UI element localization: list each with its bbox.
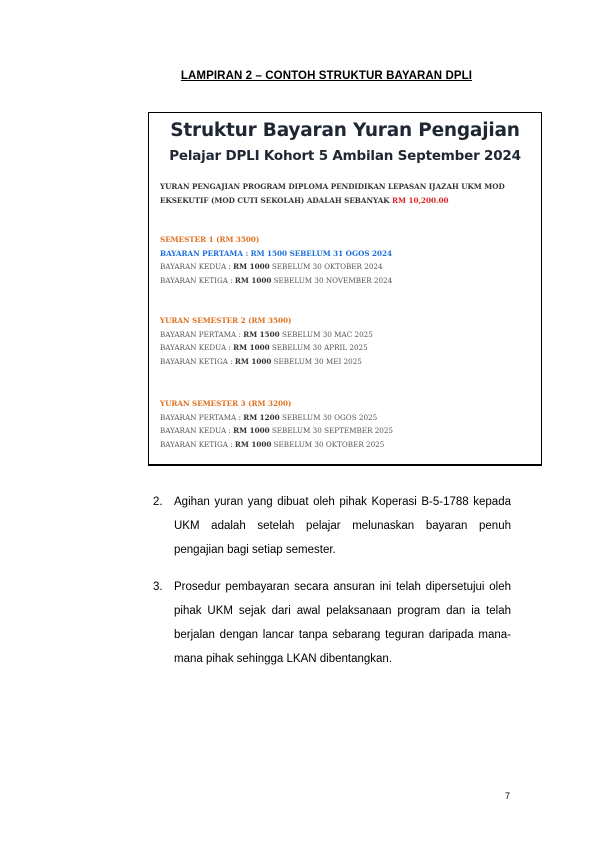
payment-line: BAYARAN KEDUA : RM 1000 SEBELUM 30 APRIL 2025: [160, 343, 368, 352]
paragraph-2: [153, 490, 511, 562]
intro-text: YURAN PENGAJIAN PROGRAM DIPLOMA PENDIDIKAN LEPASAN IJAZAH UKM MOD EKSEKUTIF (MOD CUTI SEKOLAH) ADALAH SEBANYAK: [160, 182, 505, 205]
payment-line: BAYARAN PERTAMA : RM 1500 SEBELUM 30 MAC 2025: [160, 329, 373, 339]
page-number: 7: [505, 791, 511, 801]
payment-line: BAYARAN KETIGA : RM 1000 SEBELUM 30 NOVEMBER 2024: [160, 275, 393, 285]
figure-intro: [160, 180, 529, 208]
semester-block: [160, 397, 533, 451]
semester-heading: YURAN SEMESTER 3 (RM 3200): [160, 399, 292, 408]
payment-line: BAYARAN PERTAMA : RM 1200 SEBELUM 30 OGOS 2025: [160, 412, 378, 422]
figure-subtitle: Pelajar DPLI Kohort 5 Ambilan September 2024: [169, 148, 521, 164]
paragraph-3: [153, 575, 511, 671]
payment-line: BAYARAN KETIGA : RM 1000 SEBELUM 30 OKTOBER 2025: [160, 439, 385, 449]
semester-heading: SEMESTER 1 (RM 3500): [160, 235, 260, 244]
page-heading: LAMPIRAN 2 – CONTOH STRUKTUR BAYARAN DPLI: [180, 70, 473, 82]
payment-line: BAYARAN PERTAMA : RM 1500 SEBELUM 31 OGOS 2024: [160, 248, 393, 258]
payment-line: BAYARAN KEDUA : RM 1000 SEBELUM 30 SEPTEMBER 2025: [160, 426, 393, 435]
payment-line: BAYARAN KETIGA : RM 1000 SEBELUM 30 MEI 2025: [160, 356, 362, 366]
paragraph-text: Prosedur pembayaran secara ansuran ini telah dipersetujui oleh pihak UKM sejak dari awal pelaksanaan program dan ia telah berjalan dengan lancar tanpa sebarang teguran daripada mana-mana pihak sehingga LKAN dibentangkan.: [174, 581, 511, 665]
paragraph-number: 3.: [153, 581, 163, 593]
semester-block: [160, 314, 533, 368]
semester-heading: YURAN SEMESTER 2 (RM 3500): [160, 316, 292, 325]
fee-structure-figure: [148, 112, 542, 466]
intro-amount: RM 10,200.00: [392, 196, 449, 205]
payment-line: BAYARAN KEDUA : RM 1000 SEBELUM 30 OKTOBER 2024: [160, 262, 383, 271]
paragraph-number: 2.: [153, 496, 163, 508]
semester-block: [160, 233, 533, 287]
figure-title: Struktur Bayaran Yuran Pengajian: [170, 120, 520, 141]
paragraph-text: Agihan yuran yang dibuat oleh pihak Koperasi B-5-1788 kepada UKM adalah setelah pelajar melunaskan bayaran penuh pengajian bagi setiap semester.: [174, 496, 511, 556]
